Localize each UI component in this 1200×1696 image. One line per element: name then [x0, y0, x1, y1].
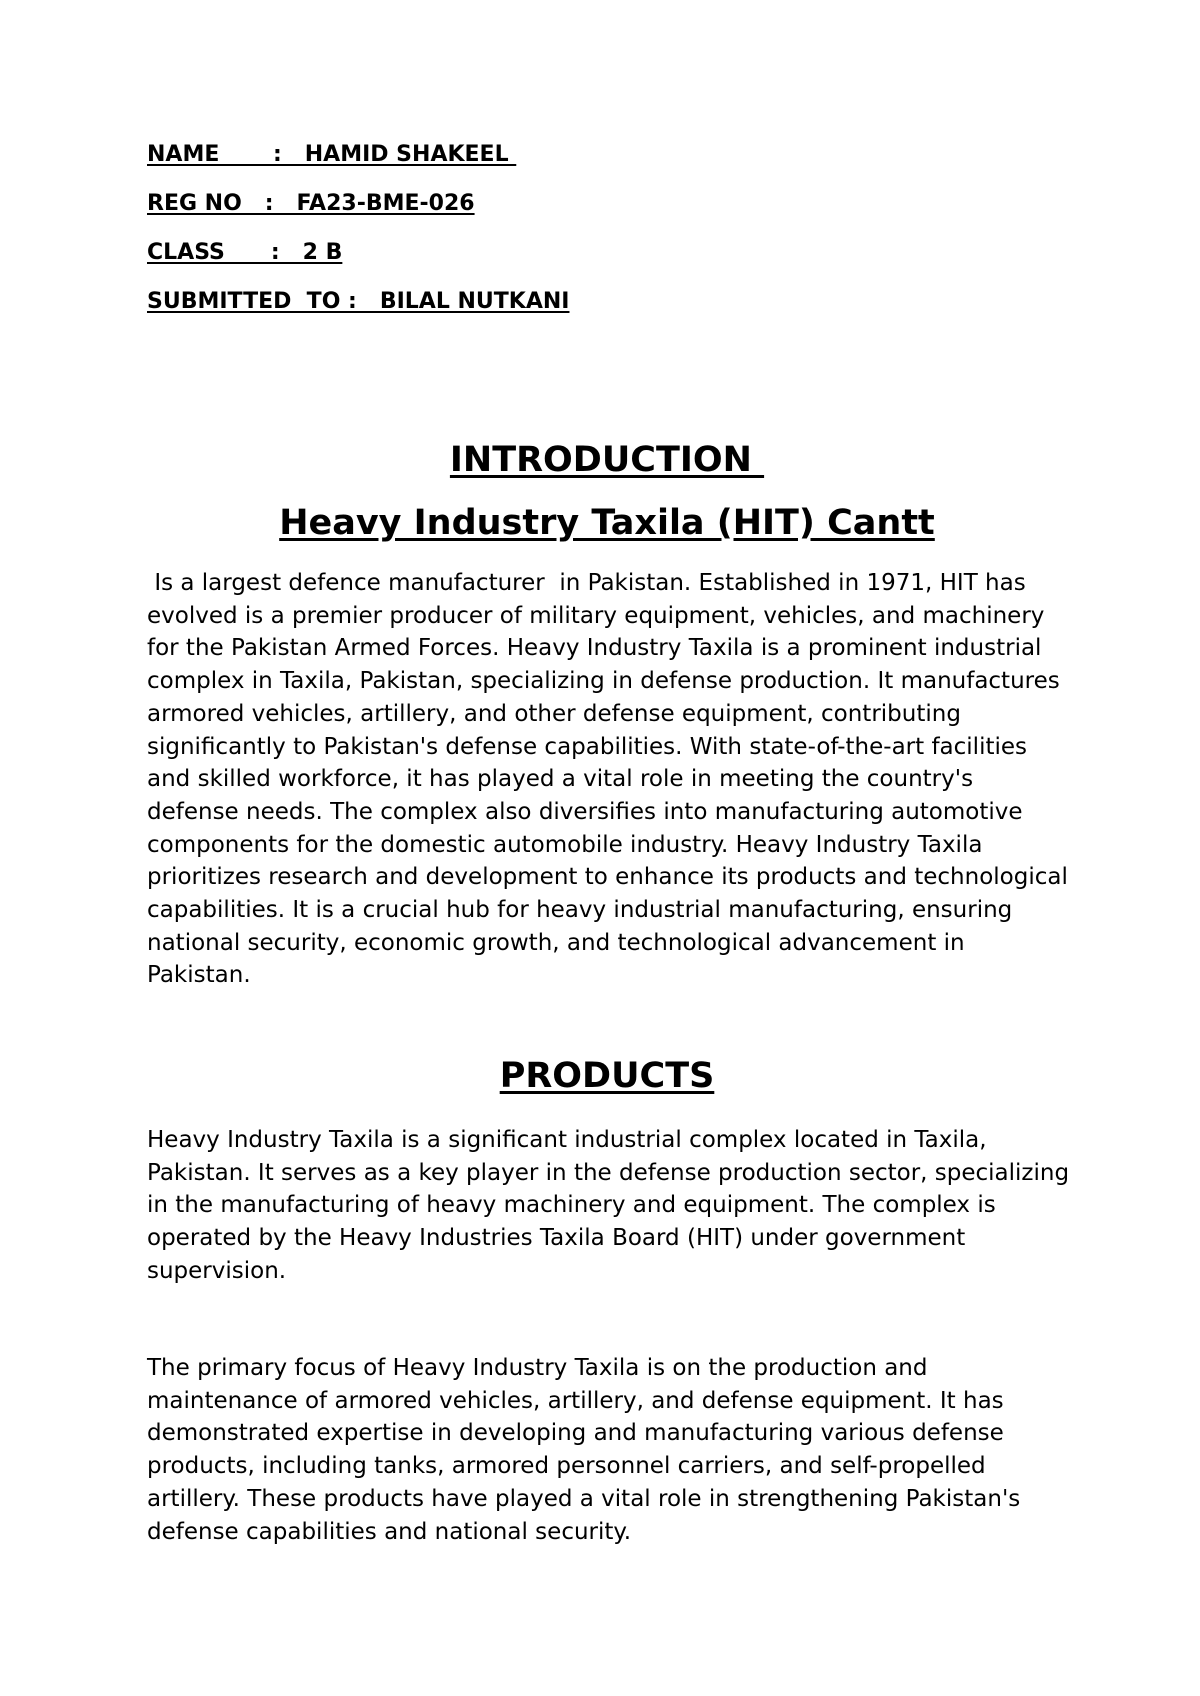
products-paragraph-2: The primary focus of Heavy Industry Taxila is on the production and maintenance of armored vehicles, artillery, and defense equipment. It has demonstrated expertise in developing and manufacturing various defense products, including tanks, armored personnel carriers, and self-propelled artillery. These products have played a vital role in strengthening Pakistan's defense capabilities and national security.	[147, 1355, 1028, 1545]
submitted-to-line: SUBMITTED TO : BILAL NUTKANI	[147, 289, 570, 314]
name-line: NAME : HAMID SHAKEEL	[147, 142, 517, 167]
hit-subheading: Heavy Industry Taxila (HIT) Cantt	[279, 503, 935, 543]
products-heading: PRODUCTS	[499, 1056, 715, 1096]
introduction-heading: INTRODUCTION	[449, 440, 765, 480]
reg-no-line: REG NO : FA23-BME-026	[147, 191, 475, 216]
class-line: CLASS : 2 B	[147, 240, 343, 265]
products-paragraph-1: Heavy Industry Taxila is a significant industrial complex located in Taxila, Pakistan. It serves as a key player in the defense production sector, specializing in the manufacturing of heavy machinery and equipment. The complex is operated by the Heavy Industries Taxila Board (HIT) under government supervision.	[147, 1127, 1077, 1284]
student-info-block	[147, 143, 569, 339]
introduction-paragraph: Is a largest defence manufacturer in Pakistan. Established in 1971, HIT has evolved is a premier producer of military equipment, vehicles, and machinery for the Pakistan Armed Forces. Heavy Industry Taxila is a prominent industrial complex in Taxila, Pakistan, specializing in defense production. It manufactures armored vehicles, artillery, and other defense equipment, contributing significantly to Pakistan's defense capabilities. With state-of-the-art facilities and skilled workforce, it has played a vital role in meeting the country's defense needs. The complex also diversifies into manufacturing automotive components for the domestic automobile industry. Heavy Industry Taxila prioritizes research and development to enhance its products and technological capabilities. It is a crucial hub for heavy industrial manufacturing, ensuring national security, economic growth, and technological advancement in Pakistan.	[147, 570, 1076, 989]
